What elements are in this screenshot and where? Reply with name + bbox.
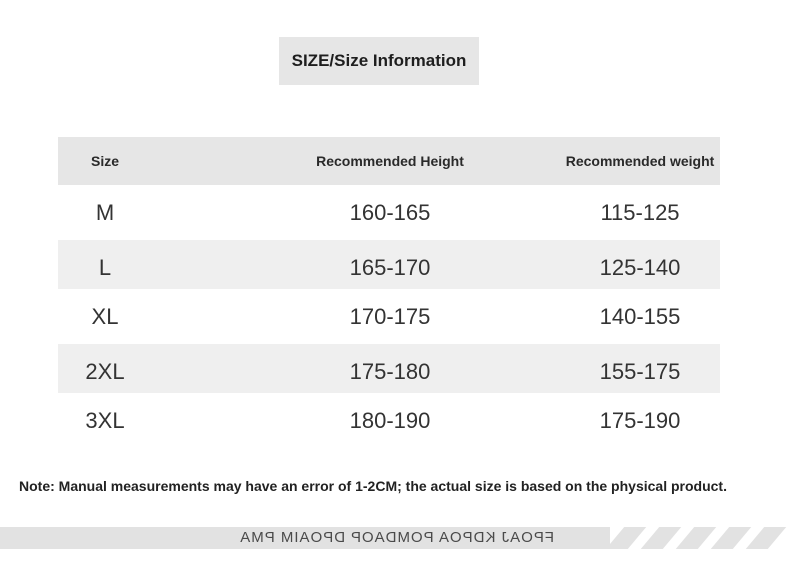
table-row <box>58 185 720 240</box>
measurement-note: Note: Manual measurements may have an error of 1-2CM; the actual size is based on the physical product. <box>19 478 727 494</box>
size-cell: 2XL <box>85 358 125 384</box>
table-row <box>58 393 720 448</box>
footer-stripe <box>746 527 786 549</box>
footer-stripe <box>711 527 751 549</box>
height-cell: 175-180 <box>349 358 431 384</box>
weight-cell: 125-140 <box>599 254 681 280</box>
height-cell: 180-190 <box>349 407 431 433</box>
table-row <box>58 289 720 344</box>
table-row <box>58 344 720 393</box>
table-header-row <box>58 137 720 185</box>
decorative-footer-band <box>0 527 790 549</box>
weight-cell: 155-175 <box>599 358 681 384</box>
footer-stripe <box>676 527 716 549</box>
header-height: Recommended Height <box>316 153 464 169</box>
weight-cell: 115-125 <box>600 199 680 225</box>
size-cell: L <box>98 254 112 280</box>
footer-band-text: FPOAJ KDPOA POMDAOP DPOAIM PMA <box>239 529 554 546</box>
size-table <box>58 137 720 448</box>
table-row <box>58 240 720 289</box>
page-title: SIZE/Size Information <box>279 37 479 85</box>
height-cell: 170-175 <box>349 303 431 329</box>
size-cell: M <box>95 199 115 225</box>
header-size: Size <box>90 153 119 169</box>
footer-stripe <box>641 527 681 549</box>
weight-cell: 140-155 <box>599 303 681 329</box>
size-cell: 3XL <box>85 407 125 433</box>
footer-stripe <box>606 527 646 549</box>
header-weight: Recommended weight <box>565 153 715 169</box>
height-cell: 165-170 <box>349 254 431 280</box>
weight-cell: 175-190 <box>599 407 681 433</box>
height-cell: 160-165 <box>349 199 431 225</box>
size-cell: XL <box>91 303 119 329</box>
